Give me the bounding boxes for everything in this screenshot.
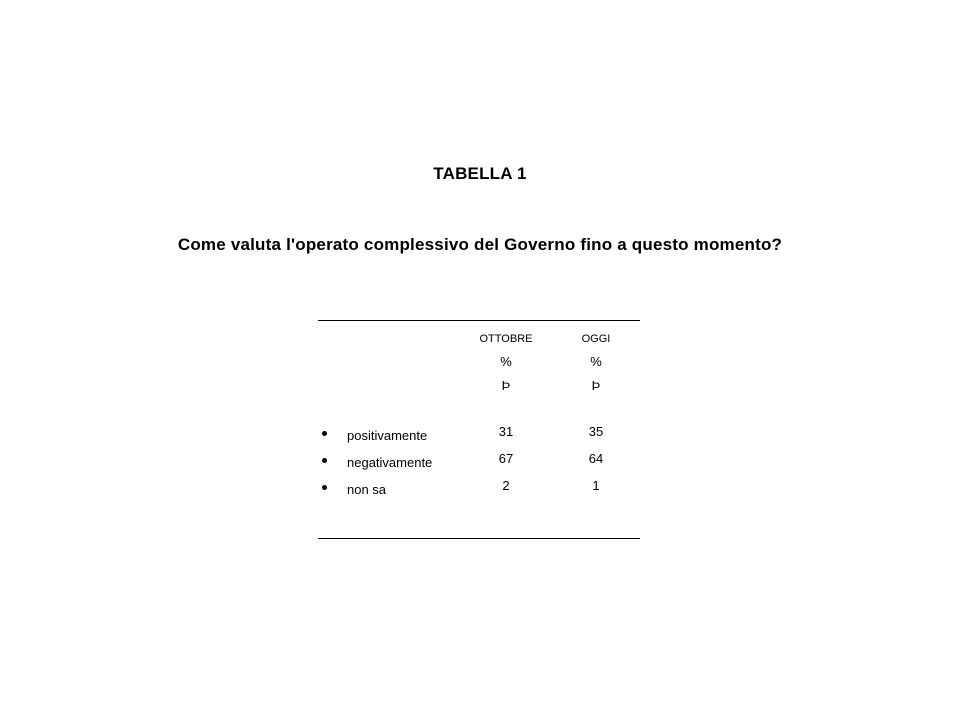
column-unit-ottobre: % — [500, 354, 512, 369]
cell-ottobre: 2 — [502, 478, 510, 493]
bullet-icon — [322, 431, 327, 436]
column-unit-oggi: % — [590, 354, 602, 369]
column-header-oggi: OGGI — [581, 333, 611, 345]
table-top-rule — [318, 320, 640, 321]
bullet-icon — [322, 458, 327, 463]
row-label: non sa — [347, 482, 387, 497]
table-bottom-rule — [318, 538, 640, 539]
row-label: positivamente — [347, 428, 428, 443]
cell-ottobre: 67 — [498, 451, 514, 466]
column-header-ottobre: OTTOBRE — [479, 333, 533, 345]
column-marker-ottobre: Þ — [501, 378, 511, 393]
survey-question: Come valuta l'operato complessivo del Governo fino a questo momento? — [177, 235, 783, 254]
table-row — [318, 451, 640, 475]
table-row — [318, 478, 640, 502]
cell-oggi: 1 — [592, 478, 600, 493]
cell-oggi: 64 — [588, 451, 604, 466]
table-row — [318, 424, 640, 448]
cell-oggi: 35 — [588, 424, 604, 439]
table-title: TABELLA 1 — [433, 164, 527, 183]
bullet-icon — [322, 485, 327, 490]
row-label: negativamente — [347, 455, 433, 470]
column-marker-oggi: Þ — [591, 378, 601, 393]
cell-ottobre: 31 — [498, 424, 514, 439]
